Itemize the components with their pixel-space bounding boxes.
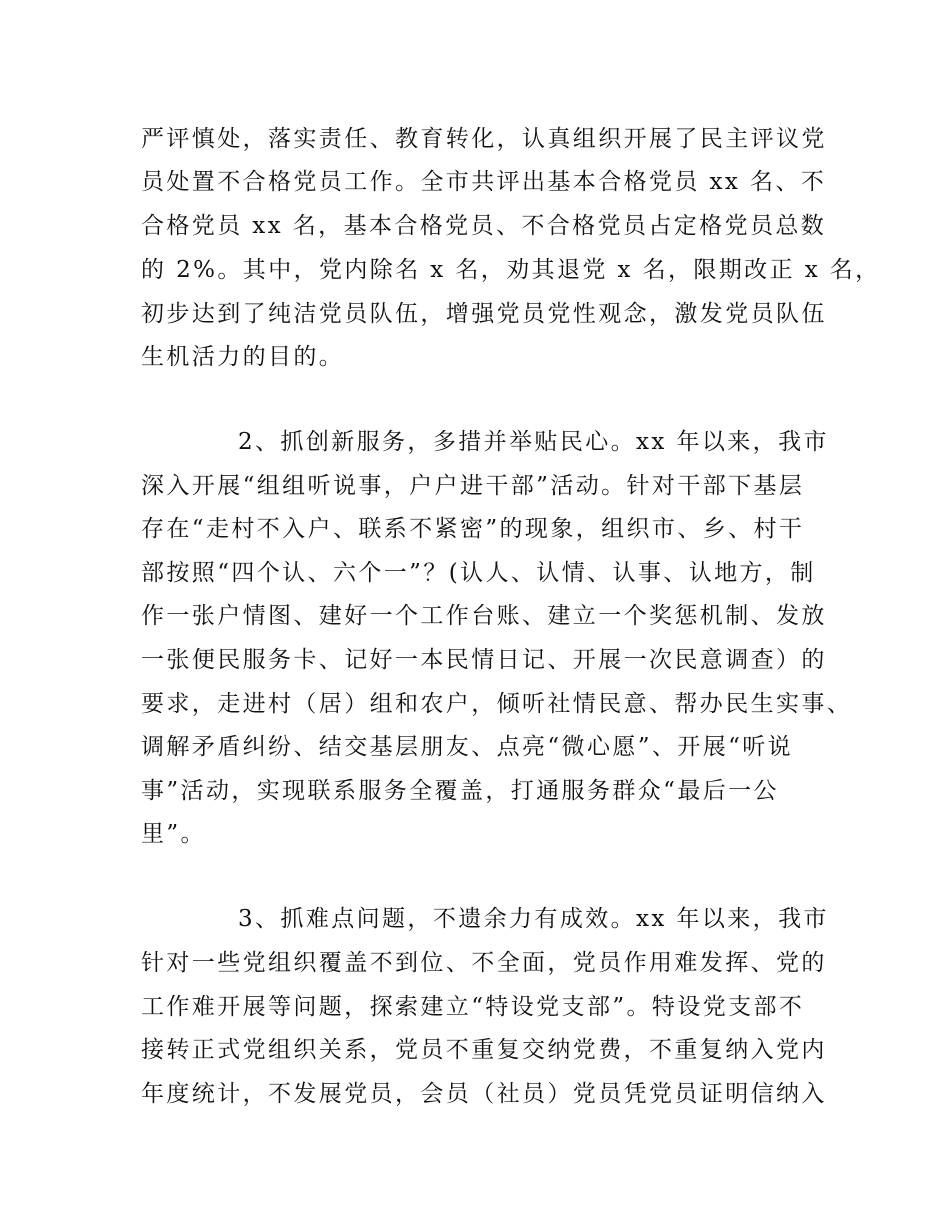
paragraph-2-line: 里”。 xyxy=(141,821,206,847)
paragraph-1-line: 合格党员 xx 名，基本合格党员、不合格党员占定格党员总数 xyxy=(141,213,827,239)
paragraph-3-line: 年度统计，不发展党员，会员（社员）党员凭党员证明信纳入 xyxy=(141,1081,827,1107)
paragraph-2-line: 要求，走进村（居）组和农户，倾听社情民意、帮办民生实事、 xyxy=(141,691,853,717)
paragraph-1-line: 生机活力的目的。 xyxy=(141,344,345,370)
paragraph-3-line: 接转正式党组织关系，党员不重复交纳党费，不重复纳入党内 xyxy=(141,1037,827,1063)
paragraph-2-line: 作一张户情图、建好一个工作台账、建立一个奖惩机制、发放 xyxy=(141,603,827,629)
paragraph-2-line: 深入开展“组组听说事，户户进干部”活动。针对干部下基层 xyxy=(141,473,805,499)
paragraph-2-line: 2、抓创新服务，多措并举贴民心。xx 年以来，我市 xyxy=(238,429,829,455)
paragraph-3-line: 针对一些党组织覆盖不到位、不全面，党员作用难发挥、党的 xyxy=(141,950,827,976)
paragraph-2-line: 调解矛盾纠纷、结交基层朋友、点亮“微心愿”、开展“听说 xyxy=(141,734,794,760)
paragraph-3-line: 工作难开展等问题，探索建立“特设党支部”。特设党支部不 xyxy=(141,994,805,1020)
paragraph-2-line: 部按照“四个认、六个一”？(认人、认情、认事、认地方，制 xyxy=(141,560,816,586)
paragraph-2-line: 一张便民服务卡、记好一本民情日记、开展一次民意调查）的 xyxy=(141,647,827,673)
paragraph-2-line: 存在“走村不入户、联系不紧密”的现象，组织市、乡、村干 xyxy=(141,516,805,542)
paragraph-1-line: 初步达到了纯洁党员队伍，增强党员党性观念，激发党员队伍 xyxy=(141,301,827,327)
paragraph-3-line: 3、抓难点问题，不遗余力有成效。xx 年以来，我市 xyxy=(238,906,829,932)
paragraph-1-line: 严评慎处，落实责任、教育转化，认真组织开展了民主评议党 xyxy=(141,126,827,152)
paragraph-1-line: 的 2%。其中，党内除名 x 名，劝其退党 x 名，限期改正 x 名， xyxy=(141,257,881,283)
paragraph-1-line: 员处置不合格党员工作。全市共评出基本合格党员 xx 名、不 xyxy=(141,169,827,195)
paragraph-2-line: 事”活动，实现联系服务全覆盖，打通服务群众“最后一公 xyxy=(141,778,779,804)
